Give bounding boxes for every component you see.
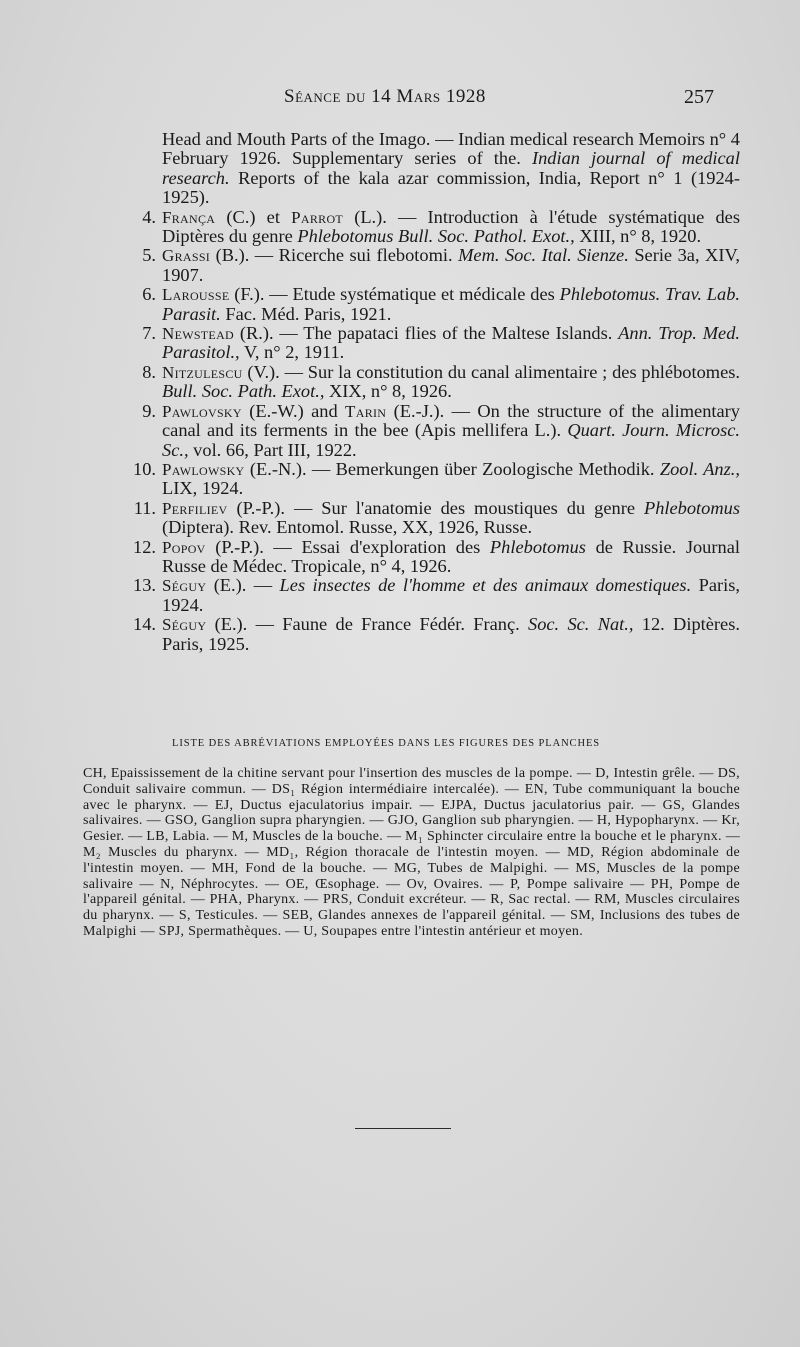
- reference-journal: Ann. Trop. Med. Parasitol.,: [162, 323, 740, 363]
- reference-details: Serie 3a, XIV, 1907.: [162, 245, 740, 285]
- reference-author: Grassi: [162, 246, 211, 266]
- reference-author: Popov: [162, 537, 206, 557]
- reference-journal: Bull. Soc. Path. Exot.,: [162, 381, 325, 402]
- reference-item: [80, 324, 740, 363]
- reference-details: V, n° 2, 1911.: [243, 342, 345, 363]
- references-list: [80, 130, 740, 654]
- reference-author: Newstead: [162, 324, 234, 344]
- reference-text: (E.-N.). — Bemerkungen über Zoologische Methodik.: [249, 458, 655, 479]
- reference-item: [80, 402, 740, 460]
- reference-author: Tarin: [345, 401, 387, 421]
- reference-text: (R.). — The papataci flies of the Maltese Islands.: [239, 323, 613, 344]
- reference-continuation: Head and Mouth Parts of the Imago. — Indian medical research Memoirs n° 4 February 1926. Supplementary series of the. Indian journal of medical research. Reports of the kala azar commission, India, Report n° 1 (1924-1925).: [162, 129, 740, 208]
- reference-text: (E.-W.) and: [249, 400, 338, 421]
- reference-journal: Mem. Soc. Ital. Sienze.: [458, 245, 629, 266]
- reference-number: 6.: [142, 284, 156, 305]
- reference-journal: Quart. Journ. Microsc. Sc.,: [162, 420, 740, 460]
- reference-journal: Phlebotomus Bull. Soc. Pathol. Exot.,: [297, 226, 575, 247]
- reference-item: [80, 363, 740, 402]
- reference-number: 11.: [133, 497, 156, 518]
- reference-journal: Phlebotomus: [489, 536, 586, 557]
- reference-details: Paris, 1924.: [162, 575, 740, 615]
- reference-journal: Phlebotomus: [643, 497, 740, 518]
- reference-journal: Les insectes de l'homme et des animaux domestiques.: [279, 575, 692, 596]
- reference-journal: Soc. Sc. Nat.,: [528, 614, 634, 635]
- reference-author: Pawlowsky: [162, 459, 245, 479]
- reference-author: Séguy: [162, 576, 207, 596]
- reference-number: 5.: [142, 245, 156, 266]
- reference-number: 8.: [142, 361, 156, 382]
- closing-rule: [355, 1128, 451, 1129]
- reference-author: Parrot: [291, 207, 344, 227]
- reference-details: XIX, n° 8, 1926.: [329, 381, 452, 402]
- reference-details: de Russie. Journal Russe de Médec. Tropicale, n° 4, 1926.: [162, 536, 740, 576]
- reference-text: (P.-P.). — Sur l'anatomie des moustiques du genre: [236, 497, 635, 518]
- reference-items: [80, 208, 740, 654]
- reference-text: (B.). — Ricerche sui flebotomi.: [215, 245, 453, 266]
- reference-text: (V.). — Sur la constitution du canal alimentaire ; des phlébotomes.: [247, 361, 740, 382]
- reference-number: 9.: [142, 400, 156, 421]
- reference-details: (Diptera). Rev. Entomol. Russe, XX, 1926, Russe.: [162, 517, 533, 538]
- reference-number: 4.: [142, 206, 156, 227]
- reference-item: [80, 538, 740, 577]
- reference-journal: Phlebotomus. Trav. Lab. Parasit.: [162, 284, 741, 324]
- reference-item: [80, 285, 740, 324]
- reference-text: (E.). —: [213, 575, 273, 596]
- reference-text: (L.). — Introduction à l'étude systématique des Diptères du genre: [162, 206, 740, 247]
- reference-item: [80, 208, 740, 247]
- reference-number: 13.: [133, 575, 156, 596]
- reference-details: 12. Diptères. Paris, 1925.: [162, 614, 740, 654]
- reference-text: (C.) et: [226, 206, 280, 227]
- abbreviations-text: CH, Epaississement de la chitine servant pour l'insertion des muscles de la pompe. — D, Intestin grêle. — DS, Conduit salivaire commun. — DS₁ Région intermédiaire intercalée). — EN, Tube communiquant la bouche avec le pharynx. — EJ, Ductus ejaculatorius impair. — EJPA, Ductus jaculatorius pair. — GS, Glandes salivaires. — GSO, Ganglion supra pharyngien. — GJO, Ganglion sub pharyngien. — H, Hypopharynx. — Kr, Gesier. — LB, Labia. — M, Muscles de la bouche. — M₁ Sphincter circulaire entre la bouche et le pharynx. — M₂ Muscles du pharynx. — MD₁, Région thoracale de l'intestin moyen. — MD, Région abdominale de l'intestin moyen. — MH, Fond de la bouche. — MG, Tubes de Malpighi. — MS, Muscles de la pompe salivaire — N, Néphrocytes. — OE, Œsophage. — Ov, Ovaires. — P, Pompe salivaire — PH, Pompe de l'appareil génital. — PHA, Pharynx. — PRS, Conduit excréteur. — R, Sac rectal. — RM, Muscles circulaires du pharynx. — S, Testicules. — SEB, Glandes annexes de l'appareil génital. — SM, Inclusions des tubes de Malpighi — SPJ, Spermathèques. — U, Soupapes entre l'intestin antérieur et moyen.: [83, 766, 740, 939]
- reference-text: (F.). — Etude systématique et médicale des: [234, 284, 555, 305]
- reference-author: Perfiliev: [162, 498, 228, 518]
- reference-author: Pawlovsky: [162, 401, 242, 421]
- running-title: Séance du 14 Mars 1928: [284, 86, 486, 107]
- reference-item: [80, 246, 740, 285]
- reference-text: (E.). — Faune de France Fédér. Franç.: [214, 614, 520, 635]
- reference-author: França: [162, 207, 216, 227]
- reference-author: Séguy: [162, 615, 207, 635]
- reference-number: 7.: [142, 323, 156, 344]
- reference-item: [80, 499, 740, 538]
- reference-details: LIX, 1924.: [162, 478, 244, 499]
- reference-author: Nitzulescu: [162, 362, 243, 382]
- reference-item: [80, 460, 740, 499]
- reference-number: 14.: [133, 614, 156, 635]
- reference-item: [80, 576, 740, 615]
- reference-details: XIII, n° 8, 1920.: [579, 226, 702, 247]
- running-header: [0, 86, 800, 116]
- reference-number: 12.: [133, 536, 156, 557]
- reference-journal: Zool. Anz.,: [659, 458, 740, 479]
- page-number: 257: [684, 86, 714, 108]
- reference-author: Larousse: [162, 285, 230, 305]
- reference-details: Fac. Méd. Paris, 1921.: [225, 303, 392, 324]
- reference-item: [80, 615, 740, 654]
- reference-number: 10.: [133, 458, 156, 479]
- abbreviations-title: LISTE DES ABRÉVIATIONS EMPLOYÉES DANS LES FIGURES DES PLANCHES: [172, 738, 600, 749]
- reference-text: (P.-P.). — Essai d'exploration des: [215, 536, 481, 557]
- reference-details: vol. 66, Part III, 1922.: [193, 439, 357, 460]
- reference-text: (E.-J.). — On the structure of the alimentary canal and its ferments in the bee (Apis mellifera L.).: [162, 400, 740, 441]
